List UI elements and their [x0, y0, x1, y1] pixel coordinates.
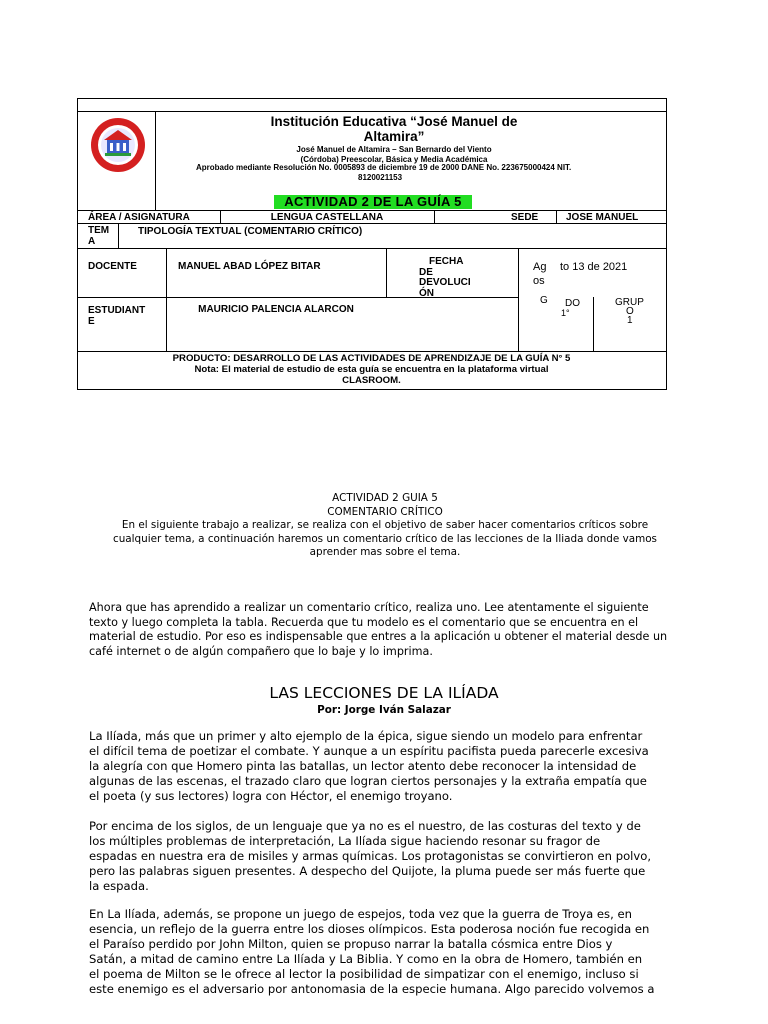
paragraph-line: el poeta (y sus lectores) logra con Héctor, el enemigo troyano.	[89, 789, 453, 803]
table-rule	[556, 210, 557, 223]
fecha-label-3: DEVOLUCI	[419, 277, 471, 288]
intro-text: cualquier tema, a continuación haremos un comentario crítico de las lecciones de la Iliada donde vamos	[113, 532, 657, 545]
instructions-line: texto y luego completa la tabla. Recuerda que tu modelo es el comentario que se encuentra en el	[89, 615, 639, 629]
header-table	[77, 98, 667, 390]
grupo-label-2: O	[626, 306, 634, 317]
fecha-ag: Ag	[533, 261, 547, 273]
table-rule	[434, 210, 435, 223]
institution-levels: (Córdoba) Preescolar, Básica y Media Académica	[300, 155, 488, 164]
intro-activity-title: ACTIVIDAD 2 GUIA 5	[332, 492, 438, 504]
article-title: LAS LECCIONES DE LA ILÍADA	[269, 684, 499, 702]
tema-label-2: A	[88, 236, 96, 247]
article-paragraph-2	[89, 819, 699, 894]
table-rule	[78, 223, 666, 224]
paragraph-line: Satán, a mitad de camino entre La Ilíada y La Biblia. Y como en la obra de Homero, también en	[89, 952, 643, 966]
grupo-label: GRUP	[615, 297, 644, 308]
table-rule	[118, 223, 119, 248]
approval-text: Aprobado mediante Resolución No. 0005893 de diciembre 19 de 2000 DANE No. 223675000424 NIT.	[196, 163, 572, 172]
grado-do: DO	[565, 298, 580, 309]
docente-label: DOCENTE	[88, 261, 137, 272]
paragraph-line: La Ilíada, más que un primer y alto ejemplo de la épica, sigue siendo un modelo para enfrentar	[89, 729, 643, 743]
paragraph-line: esencia, un reflejo de la guerra entre los dioses olímpicos. Esta poderosa noción fue recogida en	[89, 922, 650, 936]
fecha-value: to 13 de 2021	[560, 261, 628, 273]
instructions	[89, 601, 689, 659]
table-rule	[78, 210, 666, 211]
institution-name: Institución Educativa “José Manuel de	[270, 114, 518, 129]
intro-text: aprender mas sobre el tema.	[309, 546, 461, 558]
tema-value: TIPOLOGÍA TEXTUAL (COMENTARIO CRÍTICO)	[138, 226, 363, 237]
estudiante-value: MAURICIO PALENCIA ALARCON	[198, 304, 354, 315]
paragraph-line: este enemigo es el adversario por antonomasia de la especie humana. Algo parecido volvemos a	[89, 982, 655, 996]
school-logo	[90, 117, 146, 173]
paragraph-line: pero las palabras siguen presentes. A despecho del Quijote, la pluma puede ser más fuerte que	[89, 864, 646, 878]
article-paragraph-3	[89, 907, 699, 997]
article-paragraph-1	[89, 729, 699, 804]
estudiante-label: ESTUDIANT	[88, 305, 146, 316]
producto-text: PRODUCTO: DESARROLLO DE LAS ACTIVIDADES DE APRENDIZAJE DE LA GUÍA N° 5	[172, 353, 571, 364]
paragraph-line: la alegría con que Homero pinta las batallas, un lector atento debe reconocer la intensidad de	[89, 759, 637, 773]
paragraph-line: el difícil tema de poetizar el combate. Y aunque a un espíritu pacifista pueda parecerle excesiva	[89, 744, 649, 758]
fecha-label-4: ÓN	[419, 288, 434, 299]
tema-label: TEM	[88, 225, 110, 236]
paragraph-line: Por encima de los siglos, de un lenguaje que ya no es el nuestro, de las costuras del texto y de	[89, 819, 641, 833]
grado-value: 1°	[561, 308, 570, 318]
paragraph-line: espadas en nuestra era de misiles y armas químicas. Los protagonistas se convirtieron en polvo,	[89, 849, 652, 863]
table-rule	[78, 351, 666, 352]
sede-label: SEDE	[511, 212, 539, 223]
docente-value: MANUEL ABAD LÓPEZ BITAR	[178, 261, 321, 272]
sede-value: JOSE MANUEL	[566, 212, 639, 223]
estudiante-label-2: E	[88, 316, 95, 327]
fecha-label-2: DE	[419, 267, 433, 278]
grupo-value: 1	[627, 315, 633, 326]
paragraph-line: la espada.	[89, 879, 149, 893]
instructions-line: material de estudio. Por eso es indispensable que entres a la aplicación u obtener el material desde un	[89, 630, 668, 643]
area-value: LENGUA CASTELLANA	[270, 212, 384, 223]
table-rule	[518, 248, 519, 351]
nota-text: Nota: El material de estudio de esta guía se encuentra en la plataforma virtual	[194, 364, 549, 375]
nit-number: 8120021153	[358, 173, 403, 182]
grado-g: G	[540, 295, 548, 306]
activity-banner: ACTIVIDAD 2 DE LA GUÍA 5	[274, 195, 472, 209]
paragraph-line: los múltiples problemas de interpretación, La Ilíada sigue haciendo resonar su fragor de	[89, 834, 601, 848]
institution-name-line2: Altamira”	[363, 129, 425, 144]
fecha-os: os	[533, 275, 545, 287]
institution-address: José Manuel de Altamira – San Bernardo del Viento	[296, 145, 492, 154]
article-author: Por: Jorge Iván Salazar	[317, 704, 451, 716]
table-rule	[166, 248, 167, 351]
table-rule	[78, 297, 518, 298]
table-rule	[155, 111, 156, 210]
table-rule	[593, 297, 594, 351]
paragraph-line: algunas de las escenas, el trazado claro que logran ciertos personajes y la extraña empatía que	[89, 774, 647, 788]
paragraph-line: En La Ilíada, además, se propone un juego de espejos, toda vez que la guerra de Troya es, en	[89, 907, 632, 921]
instructions-line: Ahora que has aprendido a realizar un comentario crítico, realiza uno. Lee atentamente el siguiente	[89, 601, 649, 614]
paragraph-line: el Paraíso perdido por John Milton, quien se propuso narrar la batalla cósmica entre Dios y	[89, 937, 613, 951]
intro-subtitle: COMENTARIO CRÍTICO	[327, 505, 443, 518]
fecha-label: FECHA	[429, 256, 464, 267]
table-rule	[78, 111, 666, 112]
area-label: ÁREA / ASIGNATURA	[88, 212, 190, 223]
intro-text: En el siguiente trabajo a realizar, se realiza con el objetivo de saber hacer comentarios críticos sobre	[121, 519, 649, 531]
table-rule	[386, 248, 387, 297]
instructions-line: café internet o de algún compañero que lo baje y lo imprima.	[89, 644, 433, 658]
paragraph-line: el poema de Milton se le ofrece al lector la posibilidad de simpatizar con el enemigo, incluso si	[89, 967, 639, 981]
nota-text-2: CLASROOM.	[342, 375, 401, 386]
